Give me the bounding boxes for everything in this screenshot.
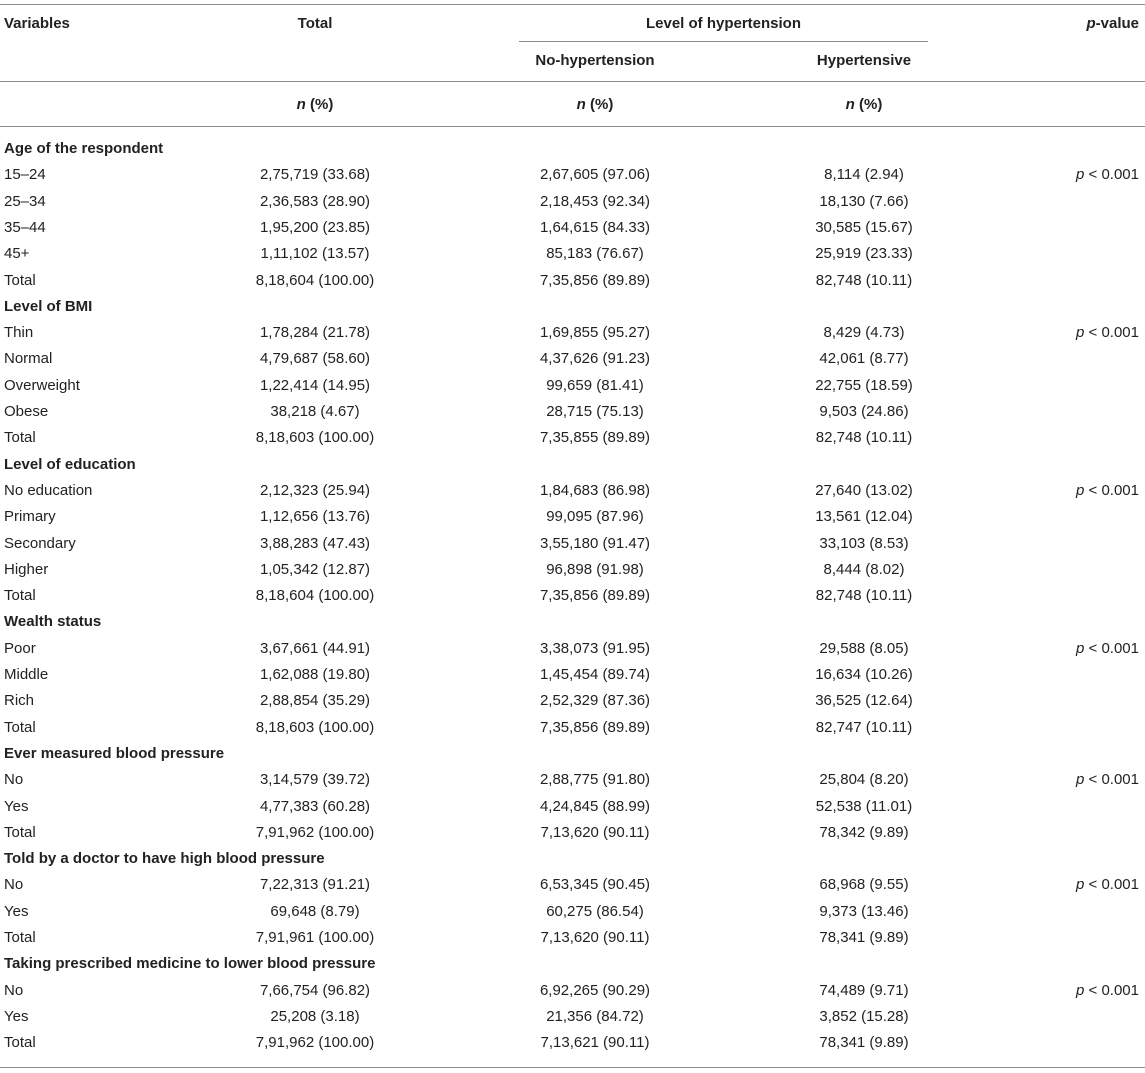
total-cell: 3,88,283 (47.43) — [259, 534, 371, 552]
row-label: Total — [4, 1034, 36, 1052]
no-hypertension-cell: 85,183 (76.67) — [546, 245, 644, 263]
n-italic: n — [845, 96, 855, 113]
hypertensive-cell: 3,852 (15.28) — [819, 1007, 909, 1025]
no-hypertension-cell: 60,275 (86.54) — [546, 902, 644, 920]
header-total: Total — [297, 15, 333, 32]
section-title: Level of education — [4, 455, 136, 473]
row-label: Total — [4, 929, 36, 946]
total-cell: 2,36,583 (28.90) — [259, 192, 371, 210]
no-hypertension-cell: 6,92,265 (90.29) — [539, 981, 651, 999]
header-no-hypertension: No-hypertension — [535, 52, 655, 69]
subheader-rule — [0, 126, 1145, 127]
table-row — [0, 715, 1145, 741]
row-label: Rich — [4, 692, 35, 710]
total-cell: 2,88,854 (35.29) — [259, 692, 371, 710]
row-label: Poor — [4, 639, 36, 657]
section-title: Level of BMI — [4, 297, 93, 315]
row-label: Total — [4, 429, 36, 447]
no-hypertension-cell: 7,13,620 (90.11) — [540, 929, 650, 946]
hypertensive-cell: 68,968 (9.55) — [819, 876, 909, 894]
row-label: Higher — [4, 560, 49, 578]
section-header-row — [0, 136, 1145, 162]
table-bottom-rule — [0, 1067, 1145, 1068]
header-variables: Variables — [4, 15, 70, 32]
hypertensive-cell: 42,061 (8.77) — [819, 350, 909, 368]
row-label: Total — [4, 587, 36, 605]
section-title: Ever measured blood pressure — [4, 744, 225, 762]
p-value-cell: p < 0.001 — [1076, 639, 1139, 657]
total-cell: 1,78,284 (21.78) — [259, 324, 371, 342]
table-row — [0, 767, 1145, 793]
table-row — [0, 504, 1145, 530]
no-hypertension-cell: 7,35,855 (89.89) — [539, 429, 651, 447]
row-label: Normal — [4, 350, 53, 368]
row-label: 35–44 — [4, 218, 46, 236]
table-row — [0, 320, 1145, 346]
table-row — [0, 978, 1145, 1004]
table-row — [0, 583, 1145, 609]
total-cell: 7,91,961 (100.00) — [255, 929, 375, 946]
hypertensive-cell: 78,342 (9.89) — [819, 823, 909, 841]
hypertensive-cell: 18,130 (7.66) — [819, 192, 909, 210]
row-label: Secondary — [4, 534, 76, 552]
row-label: 25–34 — [4, 192, 46, 210]
no-hypertension-cell: 3,55,180 (91.47) — [539, 534, 651, 552]
p-value-cell: p < 0.001 — [1076, 876, 1139, 894]
no-hypertension-cell: 6,53,345 (90.45) — [539, 876, 651, 894]
p-value-cell: p < 0.001 — [1076, 981, 1139, 999]
total-cell: 1,95,200 (23.85) — [259, 218, 371, 236]
table-row — [0, 189, 1145, 215]
total-cell: 1,62,088 (19.80) — [259, 666, 371, 683]
section-header-row — [0, 452, 1145, 478]
table-row — [0, 215, 1145, 241]
row-label: Overweight — [4, 376, 80, 394]
total-cell: 7,91,962 (100.00) — [255, 1034, 375, 1052]
table-row — [0, 268, 1145, 294]
table-row — [0, 162, 1145, 188]
hypertensive-cell: 16,634 (10.26) — [815, 666, 913, 683]
table-row — [0, 820, 1145, 846]
table-row — [0, 373, 1145, 399]
row-label: Middle — [4, 666, 49, 683]
no-hypertension-cell: 2,67,605 (97.06) — [539, 166, 651, 184]
p-value-cell: p < 0.001 — [1076, 166, 1139, 184]
total-cell: 7,22,313 (91.21) — [259, 876, 371, 894]
header-n-no-hypertension — [480, 96, 710, 114]
total-cell: 1,05,342 (12.87) — [259, 560, 371, 578]
no-hypertension-cell: 2,52,329 (87.36) — [539, 692, 651, 710]
n-pct: (%) — [854, 96, 883, 113]
table-row — [0, 425, 1145, 451]
hypertensive-cell: 29,588 (8.05) — [819, 639, 909, 657]
header-p-value — [1086, 15, 1139, 33]
p-value-cell: p < 0.001 — [1076, 771, 1139, 789]
hypertensive-cell: 13,561 (12.04) — [815, 508, 913, 526]
table-top-rule — [0, 4, 1145, 5]
row-label: No education — [4, 481, 93, 499]
n-pct: (%) — [305, 96, 334, 113]
no-hypertension-cell: 7,35,856 (89.89) — [539, 587, 651, 605]
no-hypertension-cell: 2,88,775 (91.80) — [539, 771, 651, 789]
hypertensive-cell: 9,373 (13.46) — [819, 902, 909, 920]
header-p-italic: p — [1086, 15, 1096, 32]
total-cell: 1,11,102 (13.57) — [260, 245, 370, 263]
header-p-rest: -value — [1095, 15, 1139, 32]
total-cell: 8,18,604 (100.00) — [255, 587, 375, 605]
table-row — [0, 1030, 1145, 1056]
total-cell: 4,79,687 (58.60) — [259, 350, 371, 368]
row-label: Yes — [4, 1007, 29, 1025]
section-title: Told by a doctor to have high blood pressure — [4, 850, 325, 868]
row-label: 15–24 — [4, 166, 46, 184]
row-label: Yes — [4, 797, 29, 815]
row-label: No — [4, 771, 24, 789]
no-hypertension-cell: 4,24,845 (88.99) — [539, 797, 651, 815]
table-row — [0, 662, 1145, 688]
table-row — [0, 688, 1145, 714]
hypertensive-cell: 25,804 (8.20) — [819, 771, 909, 789]
hypertensive-cell: 36,525 (12.64) — [815, 692, 913, 710]
total-cell: 25,208 (3.18) — [270, 1007, 360, 1025]
header-hypertensive: Hypertensive — [816, 52, 912, 69]
section-header-row — [0, 609, 1145, 635]
total-cell: 7,91,962 (100.00) — [255, 823, 375, 841]
header-rule — [0, 81, 1145, 82]
no-hypertension-cell: 96,898 (91.98) — [546, 560, 644, 578]
no-hypertension-cell: 21,356 (84.72) — [546, 1007, 644, 1025]
hypertensive-cell: 8,114 (2.94) — [824, 166, 904, 184]
table-row — [0, 925, 1145, 951]
hypertensive-cell: 78,341 (9.89) — [819, 1034, 909, 1052]
no-hypertension-cell: 4,37,626 (91.23) — [539, 350, 651, 368]
total-cell: 2,12,323 (25.94) — [259, 481, 371, 499]
table-row — [0, 241, 1145, 267]
total-cell: 38,218 (4.67) — [270, 403, 360, 420]
table-row — [0, 1004, 1145, 1030]
row-label: No — [4, 876, 24, 894]
table-row — [0, 794, 1145, 820]
hypertensive-cell: 30,585 (15.67) — [815, 218, 913, 236]
total-cell: 3,67,661 (44.91) — [259, 639, 371, 657]
no-hypertension-cell: 2,18,453 (92.34) — [539, 192, 651, 210]
table-row — [0, 531, 1145, 557]
hypertensive-cell: 74,489 (9.71) — [819, 981, 909, 999]
no-hypertension-cell: 3,38,073 (91.95) — [539, 639, 651, 657]
header-level-of-hypertension: Level of hypertension — [645, 15, 802, 32]
section-title: Taking prescribed medicine to lower blood pressure — [4, 955, 376, 973]
p-value-cell: p < 0.001 — [1076, 324, 1139, 342]
hypertensive-cell: 25,919 (23.33) — [815, 245, 913, 263]
row-label: Thin — [4, 324, 34, 342]
section-header-row — [0, 846, 1145, 872]
table-row — [0, 478, 1145, 504]
hypertensive-cell: 78,341 (9.89) — [819, 929, 909, 946]
row-label: Primary — [4, 508, 56, 526]
section-header-row — [0, 741, 1145, 767]
no-hypertension-cell: 99,095 (87.96) — [546, 508, 644, 526]
table-row — [0, 557, 1145, 583]
row-label: Total — [4, 823, 36, 841]
section-title: Wealth status — [4, 613, 102, 631]
total-cell: 1,22,414 (14.95) — [259, 376, 371, 394]
row-label: Obese — [4, 403, 49, 420]
hypertensive-cell: 8,429 (4.73) — [823, 324, 905, 342]
row-label: No — [4, 981, 24, 999]
table-row — [0, 346, 1145, 372]
n-pct: (%) — [585, 96, 614, 113]
no-hypertension-cell: 99,659 (81.41) — [546, 376, 644, 394]
hypertensive-cell: 82,747 (10.11) — [815, 718, 913, 736]
header-n-total — [200, 96, 430, 114]
row-label: Yes — [4, 902, 29, 920]
no-hypertension-cell: 7,13,620 (90.11) — [540, 823, 650, 841]
hypertensive-cell: 82,748 (10.11) — [815, 587, 913, 605]
section-title: Age of the respondent — [4, 140, 164, 157]
no-hypertension-cell: 7,35,856 (89.89) — [539, 271, 651, 289]
hypertensive-cell: 82,748 (10.11) — [815, 271, 913, 289]
no-hypertension-cell: 7,35,856 (89.89) — [539, 718, 651, 736]
hypertensive-cell: 22,755 (18.59) — [815, 376, 913, 394]
hypertensive-cell: 52,538 (11.01) — [815, 797, 913, 815]
no-hypertension-cell: 1,64,615 (84.33) — [539, 218, 651, 236]
hypertensive-cell: 8,444 (8.02) — [823, 560, 905, 578]
table-row — [0, 872, 1145, 898]
table-row — [0, 399, 1145, 425]
row-label: Total — [4, 718, 36, 736]
total-cell: 4,77,383 (60.28) — [259, 797, 371, 815]
hypertensive-cell: 33,103 (8.53) — [819, 534, 909, 552]
section-header-row — [0, 294, 1145, 320]
hypertensive-cell: 82,748 (10.11) — [815, 429, 913, 447]
n-italic: n — [296, 96, 306, 113]
hypertensive-cell: 27,640 (13.02) — [815, 481, 913, 499]
total-cell: 8,18,604 (100.00) — [255, 271, 375, 289]
row-label: 45+ — [4, 245, 30, 263]
total-cell: 7,66,754 (96.82) — [259, 981, 371, 999]
table-row — [0, 899, 1145, 925]
n-italic: n — [576, 96, 586, 113]
total-cell: 69,648 (8.79) — [270, 902, 360, 920]
no-hypertension-cell: 7,13,621 (90.11) — [540, 1034, 650, 1052]
total-cell: 1,12,656 (13.76) — [259, 508, 371, 526]
header-n-hypertensive — [749, 96, 979, 114]
hypertensive-cell: 9,503 (24.86) — [819, 403, 909, 420]
group-header-rule — [519, 41, 928, 42]
table-row — [0, 636, 1145, 662]
row-label: Total — [4, 271, 36, 289]
total-cell: 8,18,603 (100.00) — [255, 718, 375, 736]
total-cell: 8,18,603 (100.00) — [255, 429, 375, 447]
total-cell: 2,75,719 (33.68) — [259, 166, 371, 184]
no-hypertension-cell: 1,69,855 (95.27) — [539, 324, 651, 342]
total-cell: 3,14,579 (39.72) — [259, 771, 371, 789]
no-hypertension-cell: 28,715 (75.13) — [546, 403, 644, 420]
no-hypertension-cell: 1,45,454 (89.74) — [539, 666, 651, 683]
section-header-row — [0, 951, 1145, 977]
p-value-cell: p < 0.001 — [1076, 481, 1139, 499]
no-hypertension-cell: 1,84,683 (86.98) — [539, 481, 651, 499]
